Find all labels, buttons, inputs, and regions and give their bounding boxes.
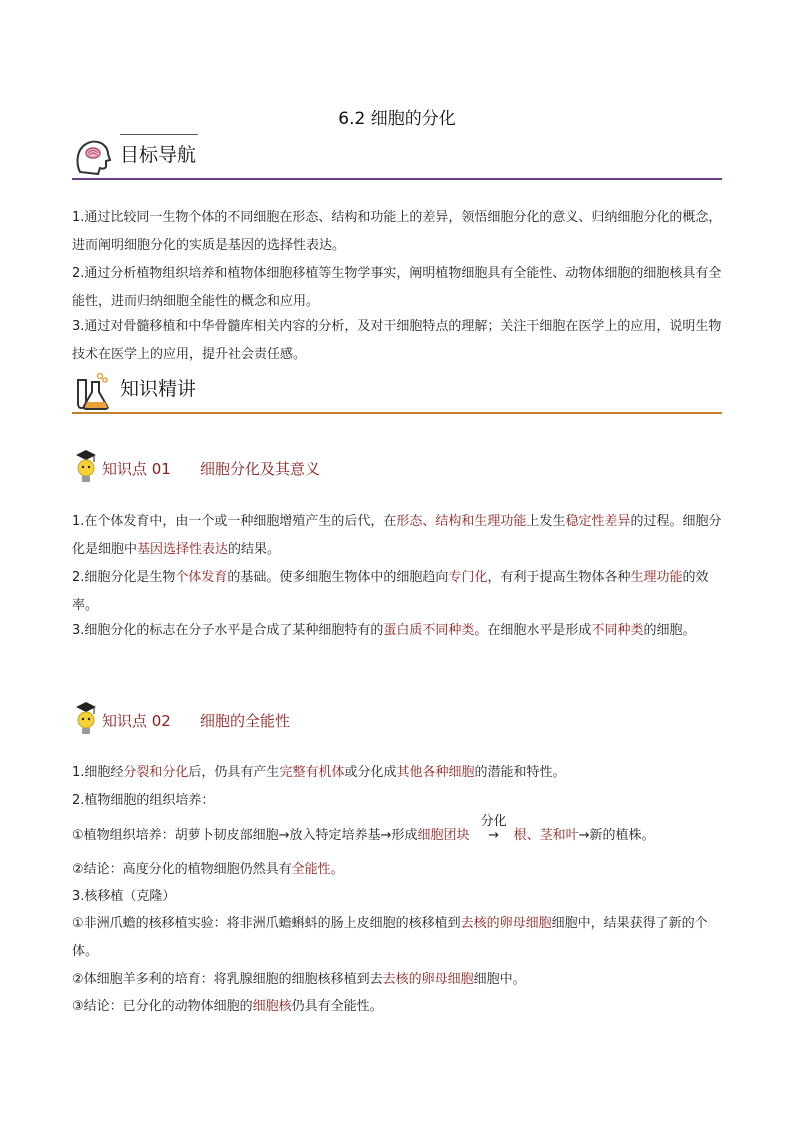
- kp1-paragraph-2: 2.细胞分化是生物个体发育的基础。使多细胞生物体中的细胞趋向专门化，有利于提高生物体各种生理功能的效率。: [72, 570, 709, 613]
- section-banner-knowledge: [72, 368, 722, 414]
- kp2-paragraph-4: ②结论：高度分化的植物细胞仍然具有全能性。: [72, 862, 344, 877]
- knowledge-point-2-title: 细胞的全能性: [200, 712, 291, 730]
- kp1-paragraph-1: 1.在个体发育中，由一个或一种细胞增殖产生的后代，在形态、结构和生理功能上发生稳定性差异的过程。细胞分化是细胞中基因选择性表达的结果。: [72, 514, 722, 557]
- head-brain-icon: [72, 136, 114, 178]
- kp2-paragraph-8: ③结论：已分化的动物体细胞的细胞核仍具有全能性。: [72, 999, 383, 1014]
- kp2-paragraph-1: 1.细胞经分裂和分化后，仍具有产生完整有机体或分化成其他各种细胞的潜能和特性。: [72, 765, 566, 780]
- kp1-paragraph-3: 3.细胞分化的标志在分子水平是合成了某种细胞特有的蛋白质不同种类。在细胞水平是形成不同种类的细胞。: [72, 623, 696, 638]
- kp2-paragraph-7: ②体细胞羊多利的培育：将乳腺细胞的细胞核移植到去去核的卵母细胞细胞中。: [72, 972, 526, 987]
- kp2-paragraph-5: 3.核移植（克隆）: [72, 889, 176, 904]
- differentiation-arrow: 分化 →: [480, 814, 507, 843]
- lightbulb-graduate-icon: [72, 448, 100, 486]
- page-title: 6.2 细胞的分化: [338, 109, 456, 129]
- knowledge-point-2-heading: [72, 700, 472, 740]
- knowledge-point-1-title: 细胞分化及其意义: [200, 460, 321, 478]
- lightbulb-graduate-icon: [72, 700, 100, 738]
- kp2-paragraph-2: 2.植物细胞的组织培养：: [72, 793, 215, 808]
- goal-item-1: 1.通过比较同一生物个体的不同细胞在形态、结构和功能上的差异，领悟细胞分化的意义、归纳细胞分化的概念，进而阐明细胞分化的实质是基因的选择性表达。: [72, 210, 722, 253]
- section-label-knowledge: 知识精讲: [120, 378, 197, 400]
- lab-flask-icon: [72, 370, 114, 412]
- goal-item-2: 2.通过分析植物组织培养和植物体细胞移植等生物学事实，阐明植物细胞具有全能性、动物体细胞的细胞核具有全能性，进而归纳细胞全能性的概念和应用。: [72, 266, 722, 309]
- section-label-goals: 目标导航: [120, 144, 197, 166]
- knowledge-point-2-number: 知识点 02: [102, 712, 171, 730]
- section-banner-goals: [72, 134, 722, 180]
- kp2-paragraph-6: ①非洲爪蟾的核移植实验：将非洲爪蟾蝌蚪的肠上皮细胞的核移植到去核的卵母细胞细胞中，结果获得了新的个体。: [72, 916, 708, 959]
- knowledge-point-1-number: 知识点 01: [102, 460, 171, 478]
- knowledge-point-1-heading: [72, 448, 472, 488]
- goal-item-3: 3.通过对骨髓移植和中华骨髓库相关内容的分析，及对干细胞特点的理解；关注干细胞在医学上的应用，说明生物技术在医学上的应用，提升社会责任感。: [72, 319, 722, 362]
- kp2-paragraph-3: ①植物组织培养：胡萝卜韧皮部细胞→放入特定培养基→形成细胞团块 分化 → 根、茎和叶→新的植株。: [72, 822, 724, 850]
